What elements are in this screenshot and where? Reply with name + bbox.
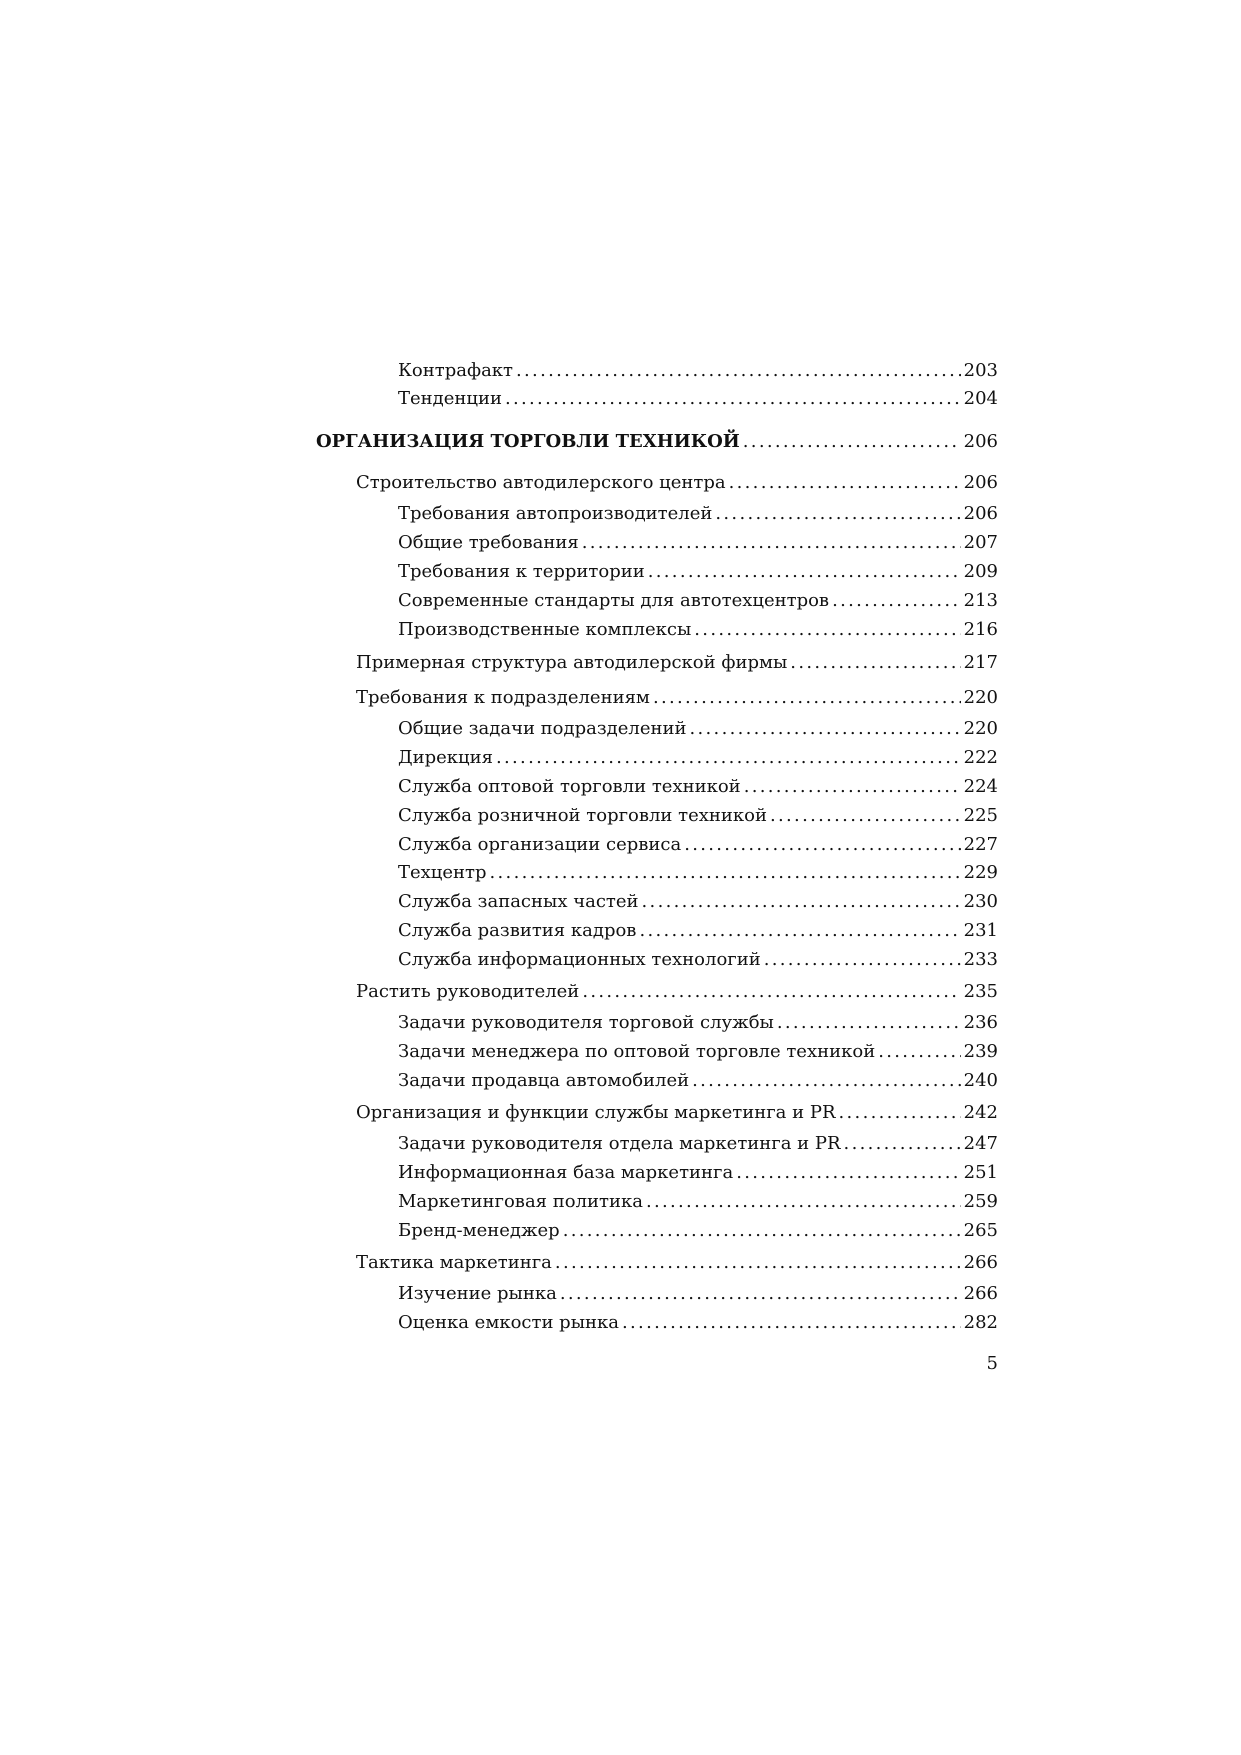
toc-dot-leader — [844, 1131, 961, 1157]
toc-dot-leader — [648, 559, 961, 585]
toc-entry-title: Требования к территории — [398, 561, 645, 582]
toc-dot-leader — [729, 470, 961, 496]
toc-entry-title: Маркетинговая политика — [398, 1191, 643, 1212]
toc-entry-title: Организация и функции службы маркетинга и PR — [356, 1102, 836, 1123]
toc-entry-title: Задачи продавца автомобилей — [398, 1070, 690, 1091]
toc-entry[interactable] — [398, 716, 998, 742]
toc-entry-title: Бренд-менеджер — [398, 1220, 560, 1241]
toc-entry-page: 265 — [963, 1220, 998, 1241]
toc-entry-title: Современные стандарты для автотехцентров — [398, 590, 830, 611]
toc-entry-page: 229 — [963, 862, 998, 883]
toc-dot-leader — [622, 1310, 961, 1336]
toc-entry-page: 247 — [963, 1133, 998, 1154]
toc-entry-section[interactable] — [356, 1250, 998, 1276]
toc-dot-leader — [490, 860, 961, 886]
toc-entry-title: Служба информационных технологий — [398, 949, 761, 970]
toc-entry-title: ОРГАНИЗАЦИЯ ТОРГОВЛИ ТЕХНИКОЙ — [316, 431, 740, 452]
toc-entry-page: 235 — [963, 981, 998, 1002]
toc-dot-leader — [496, 745, 961, 771]
toc-entry[interactable] — [398, 559, 998, 585]
toc-entry-page: 216 — [963, 619, 998, 640]
toc-entry-page: 225 — [963, 805, 998, 826]
toc-entry[interactable] — [398, 832, 998, 858]
toc-entry[interactable] — [398, 745, 998, 771]
toc-entry-page: 240 — [963, 1070, 998, 1091]
toc-entry-page: 206 — [963, 472, 998, 493]
toc-dot-leader — [560, 1281, 961, 1307]
toc-dot-leader — [582, 979, 960, 1005]
toc-entry-page: 236 — [963, 1012, 998, 1033]
toc-entry-title: Техцентр — [398, 862, 487, 883]
toc-entry[interactable] — [398, 1281, 998, 1307]
toc-entry-title: Служба развития кадров — [398, 920, 637, 941]
toc-entry-title: Требования автопроизводителей — [398, 503, 713, 524]
toc-entry[interactable] — [398, 774, 998, 800]
toc-entry-title: Контрафакт — [398, 360, 514, 381]
toc-entry-title: Служба оптовой торговли техникой — [398, 776, 741, 797]
toc-entry[interactable] — [398, 358, 998, 384]
toc-dot-leader — [715, 501, 960, 527]
page-number: 5 — [986, 1353, 998, 1374]
toc-entry-title: Оценка емкости рынка — [398, 1312, 620, 1333]
toc-entry-section[interactable] — [356, 685, 998, 711]
toc-entry-page: 230 — [963, 891, 998, 912]
toc-entry[interactable] — [398, 501, 998, 527]
toc-dot-leader — [832, 588, 961, 614]
toc-dot-leader — [642, 889, 961, 915]
toc-entry-page: 224 — [963, 776, 998, 797]
toc-entry-page: 227 — [963, 834, 998, 855]
toc-dot-leader — [646, 1189, 961, 1215]
toc-entry-title: Информационная база маркетинга — [398, 1162, 734, 1183]
toc-entry[interactable] — [398, 386, 998, 412]
toc-entry-title: Служба организации сервиса — [398, 834, 682, 855]
toc-entry-page: 203 — [963, 360, 998, 381]
toc-entry-title: Тактика маркетинга — [356, 1252, 552, 1273]
toc-entry[interactable] — [398, 803, 998, 829]
toc-dot-leader — [505, 386, 961, 412]
toc-entry-section[interactable] — [356, 470, 998, 496]
toc-entry[interactable] — [398, 1039, 998, 1065]
toc-entry-page: 207 — [963, 532, 998, 553]
toc-entry-part-heading[interactable] — [316, 429, 998, 455]
toc-entry-title: Служба запасных частей — [398, 891, 639, 912]
toc-entry-title: Растить руководителей — [356, 981, 580, 1002]
toc-dot-leader — [563, 1218, 961, 1244]
toc-entry-section[interactable] — [356, 650, 998, 676]
toc-entry-title: Примерная структура автодилерской фирмы — [356, 652, 788, 673]
toc-dot-leader — [743, 429, 961, 455]
toc-entry-title: Тенденции — [398, 388, 502, 409]
toc-entry-page: 266 — [963, 1283, 998, 1304]
toc-dot-leader — [516, 358, 961, 384]
toc-entry[interactable] — [398, 1131, 998, 1157]
toc-dot-leader — [764, 947, 961, 973]
toc-dot-leader — [684, 832, 960, 858]
toc-entry-page: 213 — [963, 590, 998, 611]
toc-entry[interactable] — [398, 860, 998, 886]
toc-entry-page: 251 — [963, 1162, 998, 1183]
toc-entry-title: Задачи руководителя отдела маркетинга и PR — [398, 1133, 841, 1154]
toc-entry-page: 220 — [963, 687, 998, 708]
toc-entry-page: 217 — [963, 652, 998, 673]
toc-entry-section[interactable] — [356, 1100, 998, 1126]
toc-entry-title: Задачи руководителя торговой службы — [398, 1012, 774, 1033]
toc-entry-page: 206 — [963, 431, 998, 452]
toc-entry[interactable] — [398, 530, 998, 556]
toc-entry-page: 220 — [963, 718, 998, 739]
toc-entry[interactable] — [398, 889, 998, 915]
toc-dot-leader — [582, 530, 961, 556]
toc-entry-page: 266 — [963, 1252, 998, 1273]
toc-entry-page: 209 — [963, 561, 998, 582]
toc-entry[interactable] — [398, 617, 998, 643]
toc-entry-page: 233 — [963, 949, 998, 970]
toc-entry-page: 222 — [963, 747, 998, 768]
toc-entry-page: 239 — [963, 1041, 998, 1062]
toc-entry-title: Служба розничной торговли техникой — [398, 805, 767, 826]
toc-dot-leader — [689, 716, 960, 742]
toc-entry-title: Строительство автодилерского центра — [356, 472, 726, 493]
toc-dot-leader — [839, 1100, 961, 1126]
toc-dot-leader — [555, 1250, 961, 1276]
toc-entry-page: 282 — [963, 1312, 998, 1333]
toc-entry-title: Изучение рынка — [398, 1283, 557, 1304]
toc-entry-page: 206 — [963, 503, 998, 524]
toc-dot-leader — [770, 803, 961, 829]
toc-entry-title: Производственные комплексы — [398, 619, 692, 640]
toc-dot-leader — [736, 1160, 960, 1186]
toc-dot-leader — [639, 918, 960, 944]
toc-dot-leader — [653, 685, 961, 711]
toc-entry-page: 259 — [963, 1191, 998, 1212]
toc-entry-title: Общие требования — [398, 532, 579, 553]
toc-entry[interactable] — [398, 1310, 998, 1336]
toc-entry-page: 242 — [963, 1102, 998, 1123]
toc-entry-title: Задачи менеджера по оптовой торговле техникой — [398, 1041, 876, 1062]
toc-entry-title: Дирекция — [398, 747, 493, 768]
toc-entry-title: Общие задачи подразделений — [398, 718, 687, 739]
toc-entry[interactable] — [398, 588, 998, 614]
toc-entry-page: 204 — [963, 388, 998, 409]
toc-entry[interactable] — [398, 1160, 998, 1186]
toc-entry[interactable] — [398, 1218, 998, 1244]
toc-entry-section[interactable] — [356, 979, 998, 1005]
toc-entry[interactable] — [398, 918, 998, 944]
toc-entry-title: Требования к подразделениям — [356, 687, 650, 708]
toc-entry[interactable] — [398, 1068, 998, 1094]
toc-entry[interactable] — [398, 947, 998, 973]
toc-entry[interactable] — [398, 1189, 998, 1215]
toc-entry[interactable] — [398, 1010, 998, 1036]
toc-dot-leader — [694, 617, 960, 643]
toc-dot-leader — [744, 774, 961, 800]
toc-dot-leader — [790, 650, 960, 676]
toc-dot-leader — [878, 1039, 960, 1065]
toc-dot-leader — [777, 1010, 961, 1036]
toc-dot-leader — [692, 1068, 961, 1094]
toc-entry-page: 231 — [963, 920, 998, 941]
